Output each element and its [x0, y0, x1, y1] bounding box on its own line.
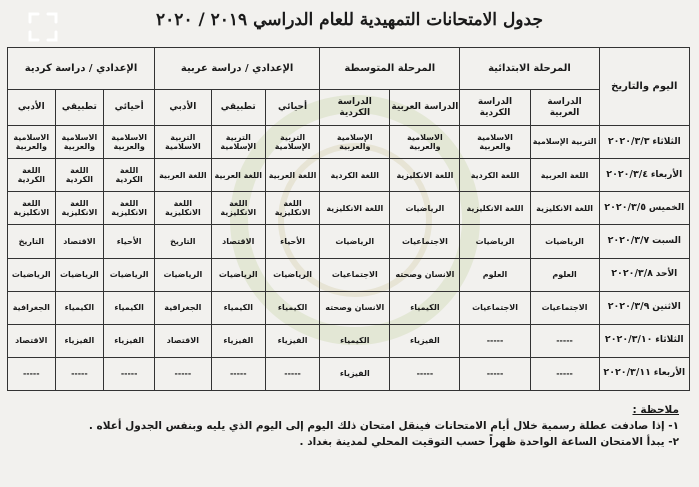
subject-cell: الاقتصاد [55, 225, 104, 258]
day-name: السبت [652, 235, 681, 246]
subject-cell: الرياضيات [8, 258, 56, 291]
subject-cell: الاجتماعيات [390, 225, 460, 258]
subject-cell: الجغرافية [155, 291, 212, 324]
subject-cell: الاسلامية والعربية [8, 126, 56, 159]
subject-cell: الاجتماعيات [460, 291, 530, 324]
subject-cell: ----- [104, 357, 155, 390]
table-row [8, 192, 690, 225]
subject-cell: اللغة الكردية [460, 159, 530, 192]
subject-cell: الكيمياء [104, 291, 155, 324]
subject-cell: الرياضيات [460, 225, 530, 258]
subject-cell: الانسان وصحته [390, 258, 460, 291]
group-header: المرحلة الابتدائية [460, 48, 599, 90]
subject-cell: ----- [55, 357, 104, 390]
subject-cell: اللغة الانكليزية [320, 192, 390, 225]
subject-cell: الأحياء [265, 225, 319, 258]
subject-cell: الكيمياء [390, 291, 460, 324]
day-name: الأربعاء [653, 368, 686, 379]
notes-section [19, 402, 679, 450]
subject-cell: العلوم [530, 258, 599, 291]
date-text: ٢٠٢٠/٣/١٠ [604, 334, 653, 346]
subject-cell: الجغرافية [8, 291, 56, 324]
column-subheader: الأدبي [155, 90, 212, 126]
subject-cell: اللغة الانكليزية [104, 192, 155, 225]
subject-cell: التربية الإسلامية [265, 126, 319, 159]
exam-schedule-table [7, 47, 690, 391]
date-text: ٢٠٢٠/٣/٣ [607, 135, 650, 147]
subject-cell: اللغة الانكليزية [55, 192, 104, 225]
subject-cell: التاريخ [8, 225, 56, 258]
subject-cell: ----- [211, 357, 265, 390]
subject-cell: اللغة الانكليزية [265, 192, 319, 225]
subject-cell: الاجتماعيات [320, 258, 390, 291]
subject-cell: اللغة العربية [155, 159, 212, 192]
day-date-header: اليوم والتاريخ [599, 48, 689, 126]
subject-cell: الأحياء [104, 225, 155, 258]
day-date-cell [599, 192, 689, 225]
subject-cell: الاسلامية والعربية [460, 126, 530, 159]
day-name: الاثنين [652, 302, 681, 313]
column-subheader: تطبيقي [211, 90, 265, 126]
subject-cell: اللغة العربية [530, 159, 599, 192]
subject-cell: الفيزياء [390, 324, 460, 357]
subject-cell: الاسلامية والعربية [104, 126, 155, 159]
subject-cell: الرياضيات [320, 225, 390, 258]
subject-cell: اللغة الكردية [104, 159, 155, 192]
subject-cell: التربية الإسلامية [530, 126, 599, 159]
subject-cell: التربية الاسلامية [155, 126, 212, 159]
subject-cell: الاجتماعيات [530, 291, 599, 324]
subject-cell: اللغة الانكليزية [211, 192, 265, 225]
day-name: الأحد [655, 269, 678, 280]
subject-cell: الاقتصاد [155, 324, 212, 357]
day-name: الثلاثاء [652, 136, 681, 147]
day-date-cell [599, 357, 689, 390]
group-header: المرحلة المتوسطة [320, 48, 460, 90]
subject-cell: ----- [265, 357, 319, 390]
page-title: جدول الامتحانات التمهيدية للعام الدراسي ٢٠١٩ / ٢٠٢٠ [156, 10, 543, 30]
subject-cell: ----- [460, 357, 530, 390]
subject-cell: الرياضيات [211, 258, 265, 291]
subject-cell: الرياضيات [104, 258, 155, 291]
subject-cell: اللغة العربية [265, 159, 319, 192]
subject-cell: الرياضيات [530, 225, 599, 258]
subject-cell: ----- [155, 357, 212, 390]
table-row [8, 291, 690, 324]
table-row [8, 324, 690, 357]
note-item: ١- إذا صادفت عطلة رسمية خلال أيام الامتحانات فينقل امتحان ذلك اليوم إلى اليوم الذي يليه وبنفس الجدول أعلاه . [88, 420, 679, 432]
day-date-cell [599, 258, 689, 291]
column-subheader: تطبيقي [55, 90, 104, 126]
subject-cell: العلوم [460, 258, 530, 291]
subject-cell: الفيزياء [320, 357, 390, 390]
date-text: ٢٠٢٠/٣/٧ [607, 234, 650, 246]
subject-cell: الفيزياء [55, 324, 104, 357]
column-subheader: أحيائي [265, 90, 319, 126]
subject-cell: اللغة الانكليزية [8, 192, 56, 225]
column-subheader: الدراسة الكردية [460, 90, 530, 126]
date-text: ٢٠٢٠/٣/٩ [607, 301, 650, 313]
date-text: ٢٠٢٠/٣/٨ [611, 268, 653, 280]
day-date-cell [599, 159, 689, 192]
subject-cell: ----- [530, 324, 599, 357]
subject-cell: التاريخ [155, 225, 212, 258]
notes-header: ملاحظة : [632, 404, 679, 416]
subject-cell: اللغة العربية [211, 159, 265, 192]
subject-cell: ----- [530, 357, 599, 390]
subject-cell: الانسان وصحته [320, 291, 390, 324]
subject-cell: الرياضيات [155, 258, 212, 291]
date-text: ٢٠٢٠/٣/٥ [604, 201, 647, 213]
subject-cell: الإسلامية والعربية [320, 126, 390, 159]
table-row [8, 225, 690, 258]
subject-cell: ----- [8, 357, 56, 390]
subject-cell: الكيمياء [265, 291, 319, 324]
day-date-cell [599, 291, 689, 324]
subject-cell: اللغة الكردية [55, 159, 104, 192]
subject-cell: اللغة الكردية [320, 159, 390, 192]
subject-cell: الفيزياء [265, 324, 319, 357]
subject-cell: الرياضيات [390, 192, 460, 225]
date-text: ٢٠٢٠/٣/١١ [603, 367, 651, 379]
table-row [8, 159, 690, 192]
day-date-cell [599, 126, 689, 159]
subject-cell: ----- [460, 324, 530, 357]
subject-cell: الكيمياء [320, 324, 390, 357]
subject-cell: اللغة الانكليزية [530, 192, 599, 225]
day-name: الأربعاء [650, 169, 683, 180]
subject-cell: اللغة الانكليزية [155, 192, 212, 225]
group-header: الإعدادي / دراسة عربية [155, 48, 320, 90]
column-subheader: الأدبي [8, 90, 56, 126]
day-date-cell [599, 324, 689, 357]
column-subheader: أحيائي [104, 90, 155, 126]
column-subheader: الدراسة العربية [390, 90, 460, 126]
table-row [8, 126, 690, 159]
subject-cell: الكيمياء [211, 291, 265, 324]
subject-cell: الفيزياء [104, 324, 155, 357]
subject-cell: الاسلامية والعربية [390, 126, 460, 159]
subject-cell: الكيمياء [55, 291, 104, 324]
group-header: الإعدادي / دراسة كردية [8, 48, 155, 90]
column-subheader: الدراسة العربية [530, 90, 599, 126]
subject-cell: اللغة الكردية [8, 159, 56, 192]
day-name: الثلاثاء [655, 335, 684, 346]
date-text: ٢٠٢٠/٣/٤ [606, 168, 649, 180]
subject-cell: اللغة الانكليزية [460, 192, 530, 225]
subject-cell: التربية الإسلامية [211, 126, 265, 159]
subject-cell: الرياضيات [265, 258, 319, 291]
subject-cell: ----- [390, 357, 460, 390]
day-date-cell [599, 225, 689, 258]
table-row [8, 258, 690, 291]
subject-cell: اللغة الانكليزية [390, 159, 460, 192]
column-subheader: الدراسة الكردية [320, 90, 390, 126]
day-name: الخميس [648, 202, 685, 213]
subject-cell: الفيزياء [211, 324, 265, 357]
subject-cell: الاقتصاد [8, 324, 56, 357]
table-row [8, 357, 690, 390]
subject-cell: الاقتصاد [211, 225, 265, 258]
subject-cell: الاسلامية والعربية [55, 126, 104, 159]
note-item: ٢- يبدأ الامتحان الساعة الواحدة ظهراً حسب التوقيت المحلي لمدينة بغداد . [299, 436, 679, 448]
subject-cell: الرياضيات [55, 258, 104, 291]
